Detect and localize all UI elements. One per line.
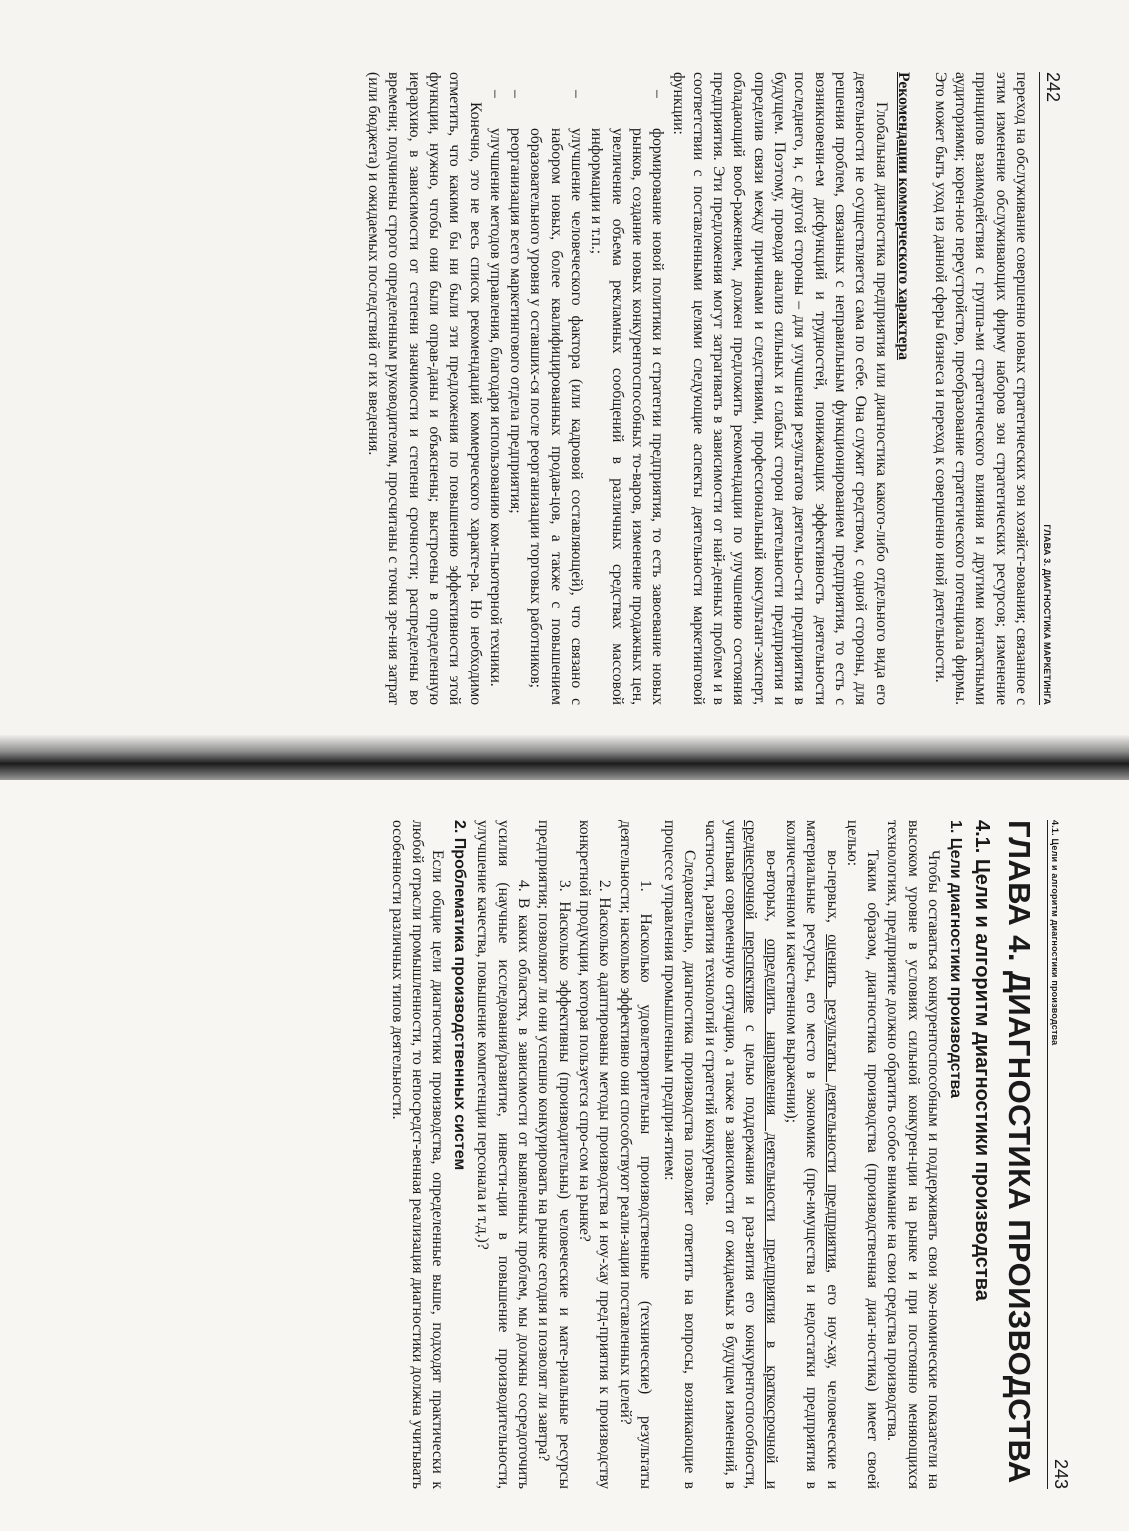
list-item: – формирование новой политики и стратегии предприятия, то есть завоевание новых рынков, создание новых конкурентоспособных то-варов, изменение продажных цен, увеличение объема рекламных сообщений в различных средствах массовой информации и т.п.; — [586, 72, 667, 705]
list-item: 4. В каких областях, в зависимости от выявленных проблем, мы должны сосредоточить усилия (научные исследования/развитие, инвести-ции в повышение производительности, улучшение качества, повышение компетенции персонала и т.д.)? — [474, 820, 533, 1489]
list-item: – улучшение человеческого фактора (или кадровой составляющей), что связано с набором новых, более квалифицированных продав-цов, а также с повышением образовательного уровня у оставших-ся после реорганизации торговых работников; — [525, 72, 586, 705]
text-span: во-первых, — [823, 850, 841, 935]
paragraph: Если общие цели диагностики производства, определенные выше, подходят практически к любой отрасли промышленности, то непосредст-венная реализация диагностики должна учитывать особенности различных типов деятельности. — [388, 820, 447, 1489]
list-item: 3. Насколько эффективны (производительны) человеческие и мате-риальные ресурсы предприятия; позволяют ли они успешно конкурировать на рынке сегодня и позволят ли завтра? — [535, 820, 573, 1489]
subsection-heading: 1. Цели диагностики производства — [947, 820, 964, 1099]
text-span: во-вторых, — [762, 850, 780, 939]
list-item: – улучшение методов управления, благодаря использованию ком-пьютерной техники. — [485, 72, 505, 705]
left-page — [0, 0, 1129, 745]
section-title: 4.1. Цели и алгоритм диагностики производства — [971, 820, 993, 1301]
paragraph: Конечно, это не весь список рекомендаций коммерческого характе-ра. Но необходимо отметить, что какими бы ни были эти предложения по повышению эффективности этой функции, нужно, чтобы они были оправ-даны и объяснены; выстроены в определенную иерархию, в зависимости от степени значимости и степени срочности; распределены во времени; подчинены строго определенным руководителям, просчитаны с точки зре-ния затрат (или бюджета) и ожидаемых последствий от их введения. — [365, 72, 484, 705]
paragraph: Глобальная диагностика предприятия или диагностика какого-либо отдельного вида его деятельности не осуществляется сама по себе. Она служит средством, с одной стороны, для решения проблем, связанных с неправильным функционированием предприятия, то есть с возникновени-ем дисфункций и трудностей, понижающих эффективность деятельности последнего, и, с другой стороны – для улучшения результатов деятельно-сти предприятия в будущем. Поэтому, проводя анализ сильных и слабых сторон деятельности предприятия и определив связи между причинами и следствиями, профессиональный консультант-эксперт, обладающий вооб-ражением, должен предложить рекомендации по улучшению состояния предприятия. Эти предложения могут затрагивать в зависимости от най-денных проблем и в соответствии с поставленными целями следующие аспекты деятельности маркетинговой функции: — [669, 72, 890, 705]
paragraph — [699, 820, 780, 1489]
running-head-title: ГЛАВА 3. ДИАГНОСТИКА МАРКЕТИНГА — [1042, 524, 1052, 705]
list-item: 2. Насколько адаптированы методы производства и ноу-хау пред-приятия к производству конкретной продукции, которая пользуется спро-сом на рынке? — [575, 820, 614, 1489]
section-heading: Рекомендации коммерческого характера — [894, 72, 912, 360]
text-span: , его ноу-хау, человеческие и материальные ресурсы, его место в экономике (пре-имущества и недостатки предприятия в количественном и качественном выражении); — [782, 820, 841, 1489]
chapter-title: ГЛАВА 4. ДИАГНОСТИКА ПРОИЗВОДСТВА — [1002, 820, 1037, 1484]
right-page — [0, 780, 1129, 1531]
bullet-list — [485, 72, 668, 705]
list-item: 1. Насколько удовлетворительны производственные (технические) результаты деятельности; насколько эффективно они способствуют реали-зации поставленных целей? — [616, 820, 654, 1489]
text-span: с целью поддержания и раз-вития его конкурентоспособности, учитывая современную ситуацию, а также в зависимости от ожидаемых в будущем изменений, в частности, развития технологий и стратегий конкурентов. — [701, 820, 760, 1489]
underlined-text: оценить результаты деятельности предприятия — [823, 934, 841, 1270]
list-item: – реорганизация всего маркетингового отдела предприятия; — [505, 72, 525, 705]
question-list — [472, 820, 655, 1489]
page-number: 243 — [1051, 1458, 1071, 1489]
paragraph: переход на обслуживание совершенно новых стратегических зон хозяйст-вования; связанное с этим изменение обслуживающих фирму наборов зон стратегических ресурсов; изменение принципов взаимодействия с группа-ми стратегического влияния и другими контактными аудиториями; корен-ное переустройство, преобразование стратегического потенциала фирмы. Это может быть уход из данной сферы бизнеса и переход к совершенно иной деятельности. — [931, 72, 1030, 705]
paragraph — [781, 820, 842, 1489]
left-running-head — [1039, 72, 1063, 705]
underlined-text: определить направления деятельности предприятия в краткосрочной и среднесрочной перспективе — [742, 820, 780, 1489]
page-number: 242 — [1043, 72, 1063, 103]
paragraph: Таким образом, диагностика производства (производственная диаг-ностика) имеет своей целью: — [843, 820, 882, 1489]
running-head-title: 4.1. Цели и алгоритм диагностики производства — [1050, 820, 1060, 1046]
right-running-head — [1047, 820, 1071, 1489]
subsection-heading: 2. Проблематика производственных систем — [451, 820, 469, 1171]
paragraph: Чтобы оставаться конкурентоспособным и поддерживать свои эко-номические показатели на высоком уровне в условиях сильной конкурен-ции на рынке и при постоянно меняющихся технологиях, предприятие должно обратить особое внимание на свои средства производства. — [884, 820, 942, 1489]
paragraph: Следовательно, диагностика производства позволяет ответить на вопросы, возникающие в процессе управления промышленным предпри-ятием: — [661, 820, 699, 1489]
